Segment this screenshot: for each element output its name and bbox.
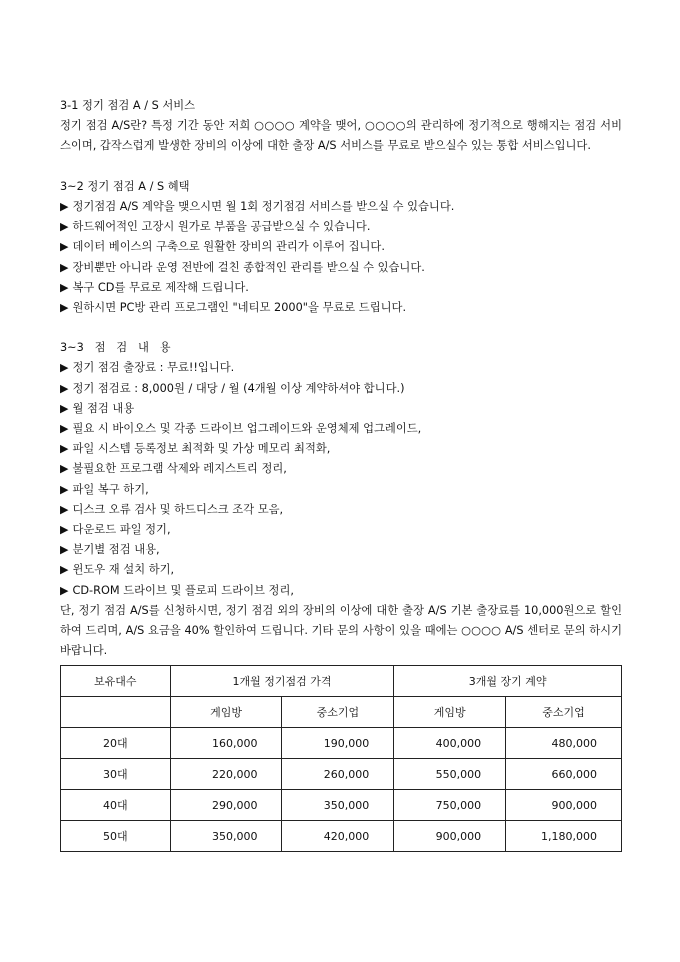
price-table bbox=[60, 665, 622, 852]
inspection-list bbox=[60, 358, 622, 600]
section-heading-3-2: 3~2 정기 점검 A / S 혜택 bbox=[60, 179, 190, 193]
benefit-list bbox=[60, 197, 622, 318]
list-item: ▶ 파일 시스템 등록정보 최적화 및 가상 메모리 최적화, bbox=[60, 439, 622, 459]
section-heading-3-3: 3~3 점 검 내 용 bbox=[60, 341, 171, 355]
table-cell: 750,000 bbox=[394, 790, 506, 821]
table-row bbox=[61, 728, 622, 759]
table-row bbox=[61, 821, 622, 852]
header-cell: 게임방 bbox=[170, 697, 282, 728]
table-cell: 400,000 bbox=[394, 728, 506, 759]
table-cell: 260,000 bbox=[282, 759, 394, 790]
table-cell: 220,000 bbox=[170, 759, 282, 790]
table-cell: 190,000 bbox=[282, 728, 394, 759]
header-cell: 보유대수 bbox=[61, 666, 171, 697]
table-cell: 350,000 bbox=[170, 821, 282, 852]
table-subheader-row bbox=[61, 697, 622, 728]
list-item: ▶ 정기점검 A/S 계약을 맺으시면 월 1회 정기점검 서비스를 받으실 수 있습니다. bbox=[60, 197, 622, 217]
list-item: ▶ 디스크 오류 검사 및 하드디스크 조각 모음, bbox=[60, 500, 622, 520]
table-cell: 1,180,000 bbox=[506, 821, 622, 852]
list-item: ▶ 데이터 베이스의 구축으로 원활한 장비의 관리가 이루어 집니다. bbox=[60, 237, 622, 257]
table-cell: 30대 bbox=[61, 759, 171, 790]
table-cell: 50대 bbox=[61, 821, 171, 852]
list-item: ▶ 다운로드 파일 정기, bbox=[60, 520, 622, 540]
header-cell: 3개월 장기 계약 bbox=[394, 666, 622, 697]
list-item: ▶ 정기 점검료 : 8,000원 / 대당 / 월 (4개월 이상 계약하셔야 합니다.) bbox=[60, 379, 622, 399]
discount-note: 단, 정기 점검 A/S를 신청하시면, 정기 점검 외의 장비의 이상에 대한 출장 A/S 기본 출장료를 10,000원으로 할인하여 드리며, A/S 요금을 40% 할인하여 드립니다. 기타 문의 사항이 있을 때에는 ○○○○ A/S 센터로 문의 하시기 바랍니다. bbox=[60, 603, 622, 658]
list-item: ▶ 하드웨어적인 고장시 원가로 부품을 공급받으실 수 있습니다. bbox=[60, 217, 622, 237]
list-item: ▶ 복구 CD를 무료로 제작해 드립니다. bbox=[60, 278, 622, 298]
table-cell: 40대 bbox=[61, 790, 171, 821]
table-cell: 900,000 bbox=[394, 821, 506, 852]
table-cell: 290,000 bbox=[170, 790, 282, 821]
table-cell: 20대 bbox=[61, 728, 171, 759]
table-row bbox=[61, 759, 622, 790]
table-cell: 350,000 bbox=[282, 790, 394, 821]
header-cell: 중소기업 bbox=[506, 697, 622, 728]
list-item: ▶ 분기별 점검 내용, bbox=[60, 540, 622, 560]
list-item: ▶ 윈도우 재 설치 하기, bbox=[60, 560, 622, 580]
table-cell: 900,000 bbox=[506, 790, 622, 821]
list-item: ▶ 파일 복구 하기, bbox=[60, 480, 622, 500]
document-page bbox=[60, 96, 622, 852]
header-cell: 중소기업 bbox=[282, 697, 394, 728]
section-3-1-body: 정기 점검 A/S란? 특정 기간 동안 저희 ○○○○ 계약을 맺어, ○○○○의 관리하에 정기적으로 행해지는 점검 서비스이며, 갑작스럽게 발생한 장비의 이상에 대한 출장 A/S 서비스를 무료로 받으실수 있는 통합 서비스입니다. bbox=[60, 119, 622, 153]
table-cell: 160,000 bbox=[170, 728, 282, 759]
table-cell: 660,000 bbox=[506, 759, 622, 790]
table-row bbox=[61, 790, 622, 821]
list-item: ▶ 장비뿐만 아니라 운영 전반에 걸친 종합적인 관리를 받으실 수 있습니다. bbox=[60, 258, 622, 278]
list-item: ▶ 월 점검 내용 bbox=[60, 399, 622, 419]
header-cell: 게임방 bbox=[394, 697, 506, 728]
section-heading-3-1: 3-1 정기 점검 A / S 서비스 bbox=[60, 99, 196, 112]
list-item: ▶ 원하시면 PC방 관리 프로그램인 "네티모 2000"을 무료로 드립니다. bbox=[60, 298, 622, 318]
list-item: ▶ 불필요한 프로그램 삭제와 레지스트리 정리, bbox=[60, 459, 622, 479]
table-cell: 420,000 bbox=[282, 821, 394, 852]
list-item: ▶ 정기 점검 출장료 : 무료!!입니다. bbox=[60, 358, 622, 378]
table-cell: 550,000 bbox=[394, 759, 506, 790]
header-cell: 1개월 정기점검 가격 bbox=[170, 666, 394, 697]
list-item: ▶ 필요 시 바이오스 및 각종 드라이브 업그레이드와 운영체제 업그레이드, bbox=[60, 419, 622, 439]
table-cell: 480,000 bbox=[506, 728, 622, 759]
table-header-row bbox=[61, 666, 622, 697]
list-item: ▶ CD-ROM 드라이브 및 플로피 드라이브 정리, bbox=[60, 581, 622, 601]
